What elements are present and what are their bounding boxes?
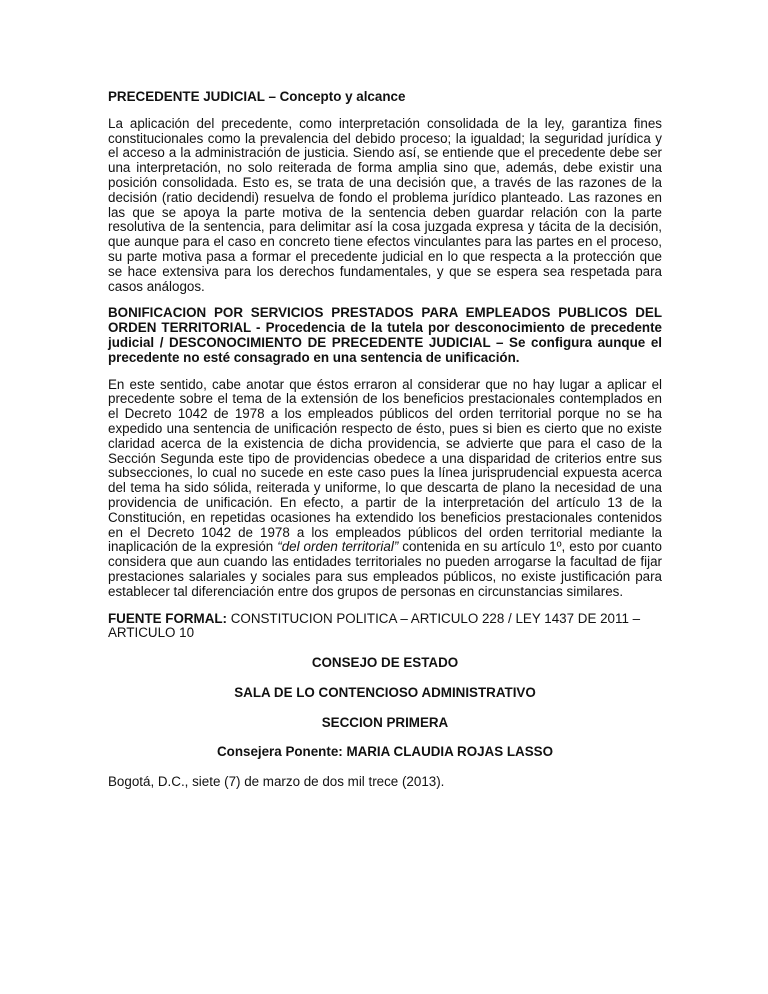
document-title: PRECEDENTE JUDICIAL – Concepto y alcance: [108, 89, 406, 104]
formal-source-text: CONSTITUCION POLITICA – ARTICULO 228 / LEY 1437 DE 2011 – ARTICULO 10: [108, 610, 641, 641]
rapporteur: Consejera Ponente: MARIA CLAUDIA ROJAS LASSO: [216, 744, 554, 760]
document-date: Bogotá, D.C., siete (7) de marzo de dos mil trece (2013).: [108, 774, 445, 790]
section-name: SECCION PRIMERA: [321, 714, 449, 730]
paragraph-analysis-part1: En este sentido, cabe anotar que éstos erraron al considerar que no hay lugar a aplicar el precedente sobre el tema de la extensión de los beneficios prestacionales contemplados en el Decreto 1042 de 1978 a los empleados públicos del orden territorial porque no se ha expedido una sentencia de unificación respecto de ésto, pues si bien es cierto que no existe claridad acerca de la existencia de dicha providencia, se advierte que para el caso de la Sección Segunda este tipo de providencias obedece a una disparidad de criterios entre sus subsecciones, lo cual no sucede en este caso pues la línea jurisprudencial expuesta acerca del tema ha sido sólida, reiterada y uniforme, lo que descarta de plano la necesidad de una providencia de unificación. En efecto, a partir de la interpretación del artículo 13 de la Constitución, en repetidas ocasiones ha extendido los beneficios prestacionales contenidos en el Decreto 1042 de 1978 a los empleados públicos del orden territorial mediante la inaplicación de la expresión: [108, 376, 662, 555]
paragraph-analysis: [108, 378, 662, 600]
formal-source-label: FUENTE FORMAL:: [108, 610, 228, 626]
document-subtitle: BONIFICACION POR SERVICIOS PRESTADOS PARA EMPLEADOS PUBLICOS DEL ORDEN TERRITORIAL - Procedencia de la tutela por desconocimiento de precedente judicial / DESCONOCIMIENTO DE PRECEDENTE JUDICIAL – Se configura aunque el precedente no esté consagrado en una sentencia de unificación.: [108, 305, 662, 365]
document-page: [108, 90, 662, 790]
chamber-name: SALA DE LO CONTENCIOSO ADMINISTRATIVO: [234, 684, 536, 700]
court-name: CONSEJO DE ESTADO: [311, 655, 459, 671]
quoted-expression: “del orden territorial”: [277, 539, 399, 555]
paragraph-analysis-part2: contenida en su artículo 1º, esto por cuanto considera que aun cuando las entidades territoriales no pueden arrogarse la facultad de fijar prestaciones salariales y sociales para sus empleados públicos, no existe justificación para establecer tal diferenciación entre dos grupos de personas en circunstancias similares.: [108, 539, 663, 599]
formal-source: [108, 612, 662, 642]
paragraph-precedent-concept: La aplicación del precedente, como interpretación consolidada de la ley, garantiza fines constitucionales como la prevalencia del debido proceso; la igualdad; la seguridad jurídica y el acceso a la administración de justicia. Siendo así, se entiende que el precedente debe ser una interpretación, no solo reiterada de forma amplia sino que, además, debe existir una posición consolidada. Esto es, se trata de una decisión que, a través de las razones de la decisión (ratio decidendi) resuelva de fondo el problema jurídico planteado. Las razones en las que se apoya la parte motiva de la sentencia deben guardar relación con la parte resolutiva de la sentencia, para delimitar así la cosa juzgada expresa y tácita de la decisión, que aunque para el caso en concreto tiene efectos vinculantes para las partes en el proceso, su parte motiva pasa a formar el precedente judicial en lo que respecta a la protección que se hace extensiva para los derechos fundamentales, y que se espera sea respetada para casos análogos.: [108, 115, 662, 294]
